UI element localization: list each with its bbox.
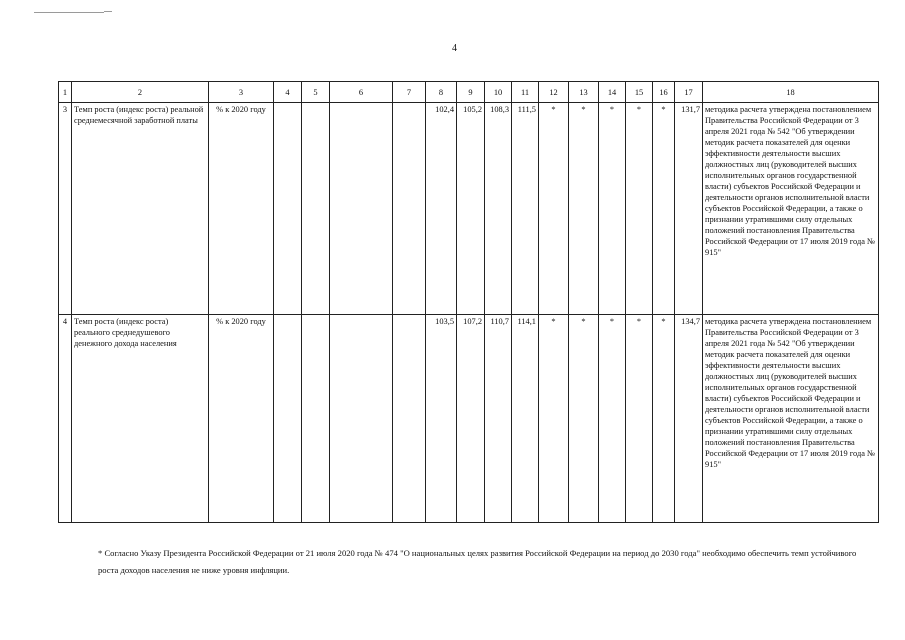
value-cell xyxy=(393,103,426,315)
column-header: 9 xyxy=(457,82,485,103)
value-cell xyxy=(274,103,302,315)
value-cell: 103,5 xyxy=(426,315,457,523)
value-cell: * xyxy=(539,103,569,315)
column-number-row xyxy=(59,82,879,103)
value-cell: * xyxy=(599,315,626,523)
scan-artifact-line xyxy=(34,12,104,13)
method-cell: методика расчета утверждена постановлением Правительства Российской Федерации от 3 апреля 2021 года № 542 "Об утверждении методик расчета показателей для оценки эффективности деятельности высших должностных лиц (руководителей высших исполнительных органов государственной власти) субъектов Российской Федерации и деятельности органов исполнительной власти субъектов Российской Федерации, а также о признании утратившими силу отдельных положений постановления Правительства Российской Федерации от 17 июля 2019 года № 915" xyxy=(703,103,879,315)
value-cell xyxy=(330,315,393,523)
table-row xyxy=(59,315,879,523)
column-header: 17 xyxy=(675,82,703,103)
column-header: 10 xyxy=(485,82,512,103)
value-cell: 131,7 xyxy=(675,103,703,315)
value-cell xyxy=(393,315,426,523)
value-cell: * xyxy=(569,103,599,315)
footnote: * Согласно Указу Президента Российской Федерации от 21 июля 2020 года № 474 "О национальных целях развития Российской Федерации на период до 2030 года" необходимо обеспечить темп устойчивого роста доходов населения не ниже уровня инфляции. xyxy=(98,548,857,575)
value-cell: 105,2 xyxy=(457,103,485,315)
value-cell: 111,5 xyxy=(512,103,539,315)
column-header: 4 xyxy=(274,82,302,103)
value-cell xyxy=(302,315,330,523)
value-cell: 107,2 xyxy=(457,315,485,523)
indicator-name: Темп роста (индекс роста) реальной среднемесячной заработной платы xyxy=(72,103,209,315)
unit-cell: % к 2020 году xyxy=(209,103,274,315)
value-cell: 108,3 xyxy=(485,103,512,315)
indicators-table xyxy=(58,81,879,523)
value-cell xyxy=(330,103,393,315)
method-cell: методика расчета утверждена постановлением Правительства Российской Федерации от 3 апреля 2021 года № 542 "Об утверждении методик расчета показателей для оценки эффективности деятельности высших должностных лиц (руководителей высших исполнительных органов государственной власти) субъектов Российской Федерации и деятельности органов исполнительной власти субъектов Российской Федерации, а также о признании утратившими силу отдельных положений постановления Правительства Российской Федерации от 17 июля 2019 года № 915" xyxy=(703,315,879,523)
value-cell: 110,7 xyxy=(485,315,512,523)
column-header: 6 xyxy=(330,82,393,103)
value-cell: * xyxy=(569,315,599,523)
value-cell xyxy=(274,315,302,523)
value-cell: 134,7 xyxy=(675,315,703,523)
column-header: 16 xyxy=(653,82,675,103)
value-cell xyxy=(302,103,330,315)
column-header: 3 xyxy=(209,82,274,103)
page-number: 4 xyxy=(452,43,457,54)
value-cell: * xyxy=(599,103,626,315)
value-cell: * xyxy=(626,315,653,523)
value-cell: 114,1 xyxy=(512,315,539,523)
table-row xyxy=(59,103,879,315)
column-header: 8 xyxy=(426,82,457,103)
column-header: 13 xyxy=(569,82,599,103)
column-header: 1 xyxy=(59,82,72,103)
column-header: 2 xyxy=(72,82,209,103)
column-header: 11 xyxy=(512,82,539,103)
column-header: 12 xyxy=(539,82,569,103)
value-cell: * xyxy=(653,103,675,315)
value-cell: * xyxy=(539,315,569,523)
row-number: 3 xyxy=(59,103,72,315)
column-header: 5 xyxy=(302,82,330,103)
column-header: 14 xyxy=(599,82,626,103)
column-header: 15 xyxy=(626,82,653,103)
unit-cell: % к 2020 году xyxy=(209,315,274,523)
indicator-name: Темп роста (индекс роста) реального среднедушевого денежного дохода населения xyxy=(72,315,209,523)
column-header: 18 xyxy=(703,82,879,103)
value-cell: 102,4 xyxy=(426,103,457,315)
row-number: 4 xyxy=(59,315,72,523)
value-cell: * xyxy=(626,103,653,315)
column-header: 7 xyxy=(393,82,426,103)
scan-artifact-line xyxy=(104,11,112,12)
value-cell: * xyxy=(653,315,675,523)
